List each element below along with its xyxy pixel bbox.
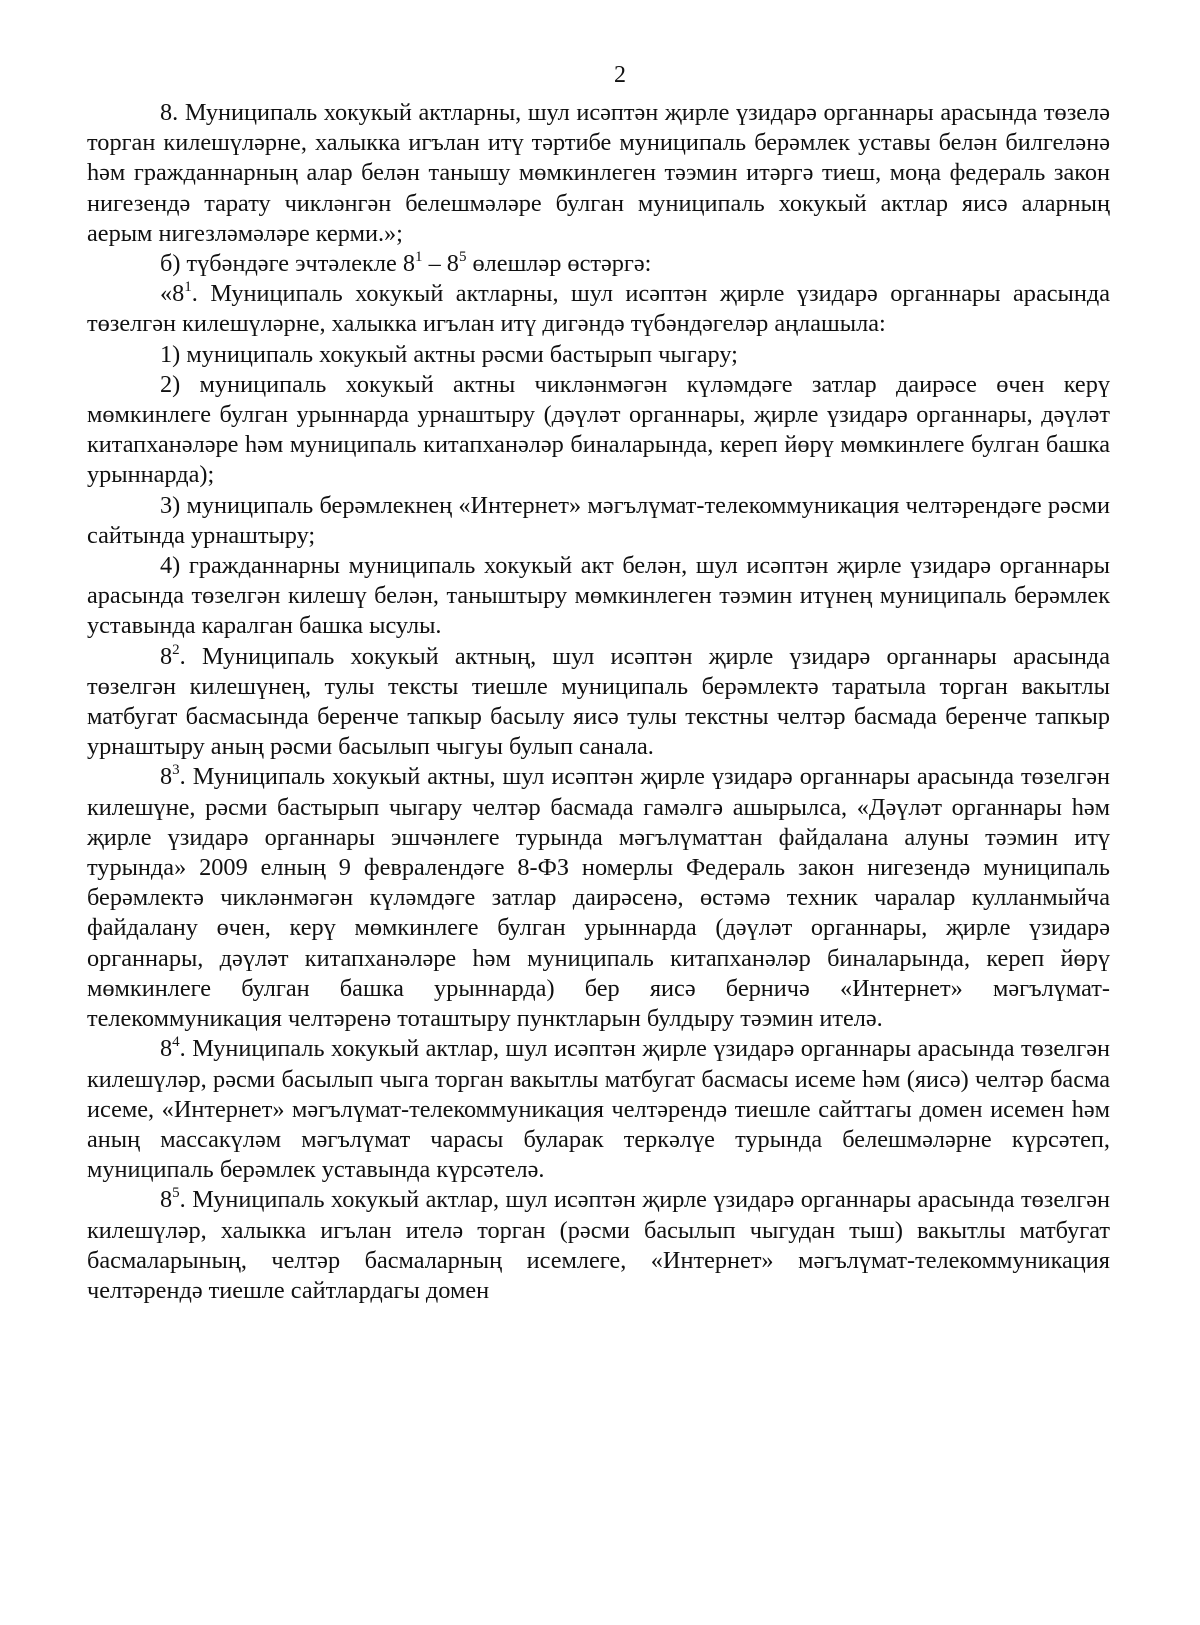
page-number: 2 — [614, 62, 626, 88]
paragraph-lead: б) түбәндәге эчтәлекле 8 — [160, 250, 415, 278]
list-item-1 — [87, 340, 1110, 370]
paragraph-8-2 — [87, 642, 1110, 763]
paragraph-text: 8. Муниципаль хокукый актларны, шул исәптән җирле үзидарә органнары арасында төзелә торган килешүләрне, халыкка игълан итү тәртибе муниципаль берәмлек уставы белән билгеләнә һәм гражданнарның алар белән танышу мөмкинлеген тәэмин итәргә тиеш, моңа федераль закон нигезендә тарату чикләнгән белешмәләре булган муниципаль хокукый актлар яисә аларның аерым нигезләмәләре керми.»; — [87, 99, 1110, 247]
paragraph-8 — [87, 98, 1110, 249]
superscript: 5 — [458, 248, 467, 265]
paragraph-text: . Муниципаль хокукый актларны, шул исәптән җирле үзидарә органнары арасында төзелгән килешүләрне, халыкка игълан итү дигәндә түбәндәгеләр аңлашыла: — [87, 280, 1110, 338]
paragraph-lead: 8 — [160, 642, 173, 670]
paragraph-text: 1) муниципаль хокукый актны рәсми бастырып чыгару; — [160, 340, 738, 368]
paragraph-lead: 8 — [160, 1035, 173, 1063]
paragraph-mid: – 8 — [422, 250, 459, 278]
paragraph-text: . Муниципаль хокукый актны, шул исәптән җирле үзидарә органнары арасында төзелгән килешүне, рәсми бастырып чыгару челтәр басмада гамәлгә ашырылса, «Дәүләт органнары һәм җирле үзидарә органнары эшчәнлеге турында мәгълүматтан файдалана алуны тәэмин итү турында» 2009 елның 9 февралендәге 8-ФЗ номерлы Федераль закон нигезендә муниципаль берәмлектә чикләнмәгән күләмдәге затлар даирәсенә, өстәмә техник чаралар кулланмыйча файдалану өчен, керү мөмкинлеге булган урыннарда (дәүләт органнары, җирле үзидарә органнары, дәүләт китапханәләре һәм муниципаль китапханәләр биналарында, кереп йөрү мөмкинлеге булган башка урыннарда) бер яисә берничә «Интернет» мәгълүмат-телекоммуникация челтәренә тоташтыру пунктларын булдыру тәэмин ителә. — [87, 763, 1110, 1033]
list-item-3 — [87, 491, 1110, 551]
superscript: 4 — [172, 1034, 180, 1051]
paragraph-lead: 8 — [160, 763, 173, 791]
paragraph-8-3 — [87, 762, 1110, 1034]
paragraph-8-5 — [87, 1185, 1110, 1306]
paragraph-8-4 — [87, 1034, 1110, 1185]
paragraph-lead: «8 — [160, 280, 185, 308]
paragraph-text: . Муниципаль хокукый актлар, шул исәптән җирле үзидарә органнары арасында төзелгән килешүләр, рәсми басылып чыга торган вакытлы матбугат басмасы исеме һәм (яисә) челтәр басма исеме, «Интернет» мәгълүмат-телекоммуникация челтәрендә тиешле сайттагы домен исемен һәм аның массакүләм мәгълүмат чарасы буларак теркәлүе турында белешмәләрне күрсәтеп, муниципаль берәмлек уставында күрсәтелә. — [87, 1035, 1110, 1184]
superscript: 5 — [172, 1185, 180, 1202]
superscript: 3 — [172, 762, 180, 779]
paragraph-text: 2) муниципаль хокукый актны чикләнмәгән күләмдәге затлар даирәсе өчен керү мөмкинлеге булган урыннарда урнаштыру (дәүләт органнары, җирле үзидарә органнары, дәүләт китапханәләре һәм муниципаль китапханәләр биналарында, кереп йөрү мөмкинлеге булган башка урыннарда); — [87, 370, 1110, 489]
document-body — [87, 98, 1110, 1306]
superscript: 1 — [415, 248, 423, 265]
list-item-4 — [87, 551, 1110, 642]
paragraph-tail: өлешләр өстәргә: — [466, 250, 652, 278]
paragraph-lead: 8 — [160, 1186, 173, 1214]
paragraph-b-amendment — [87, 249, 1110, 279]
paragraph-text: 3) муниципаль берәмлекнең «Интернет» мәгълүмат-телекоммуникация челтәрендәге рәсми сайтында урнаштыру; — [87, 491, 1110, 549]
paragraph-text: . Муниципаль хокукый актлар, шул исәптән җирле үзидарә органнары арасында төзелгән килешүләр, халыкка игълан ителә торган (рәсми басылып чыгудан тыш) вакытлы матбугат басмаларының, челтәр басмаларның исемлеге, «Интернет» мәгълүмат-телекоммуникация челтәрендә тиешле сайтлардагы домен — [87, 1186, 1110, 1304]
superscript: 1 — [184, 279, 192, 296]
paragraph-text: 4) гражданнарны муниципаль хокукый акт белән, шул исәптән җирле үзидарә органнары арасында төзелгән килешү белән, таныштыру мөмкинлеген тәэмин итүнең муниципаль берәмлек уставында каралган башка ысулы. — [87, 552, 1110, 640]
list-item-2 — [87, 370, 1110, 491]
paragraph-text: . Муниципаль хокукый актның, шул исәптән җирле үзидарә органнары арасында төзелгән килешүнең, тулы тексты тиешле муниципаль берәмлектә таратыла торган вакытлы матбугат басмасында беренче тапкыр басылу яисә тулы текстны челтәр басмада беренче тапкыр урнаштыру аның рәсми басылып чыгуы булып санала. — [87, 642, 1110, 761]
paragraph-8-1 — [87, 279, 1110, 339]
superscript: 2 — [172, 641, 180, 658]
